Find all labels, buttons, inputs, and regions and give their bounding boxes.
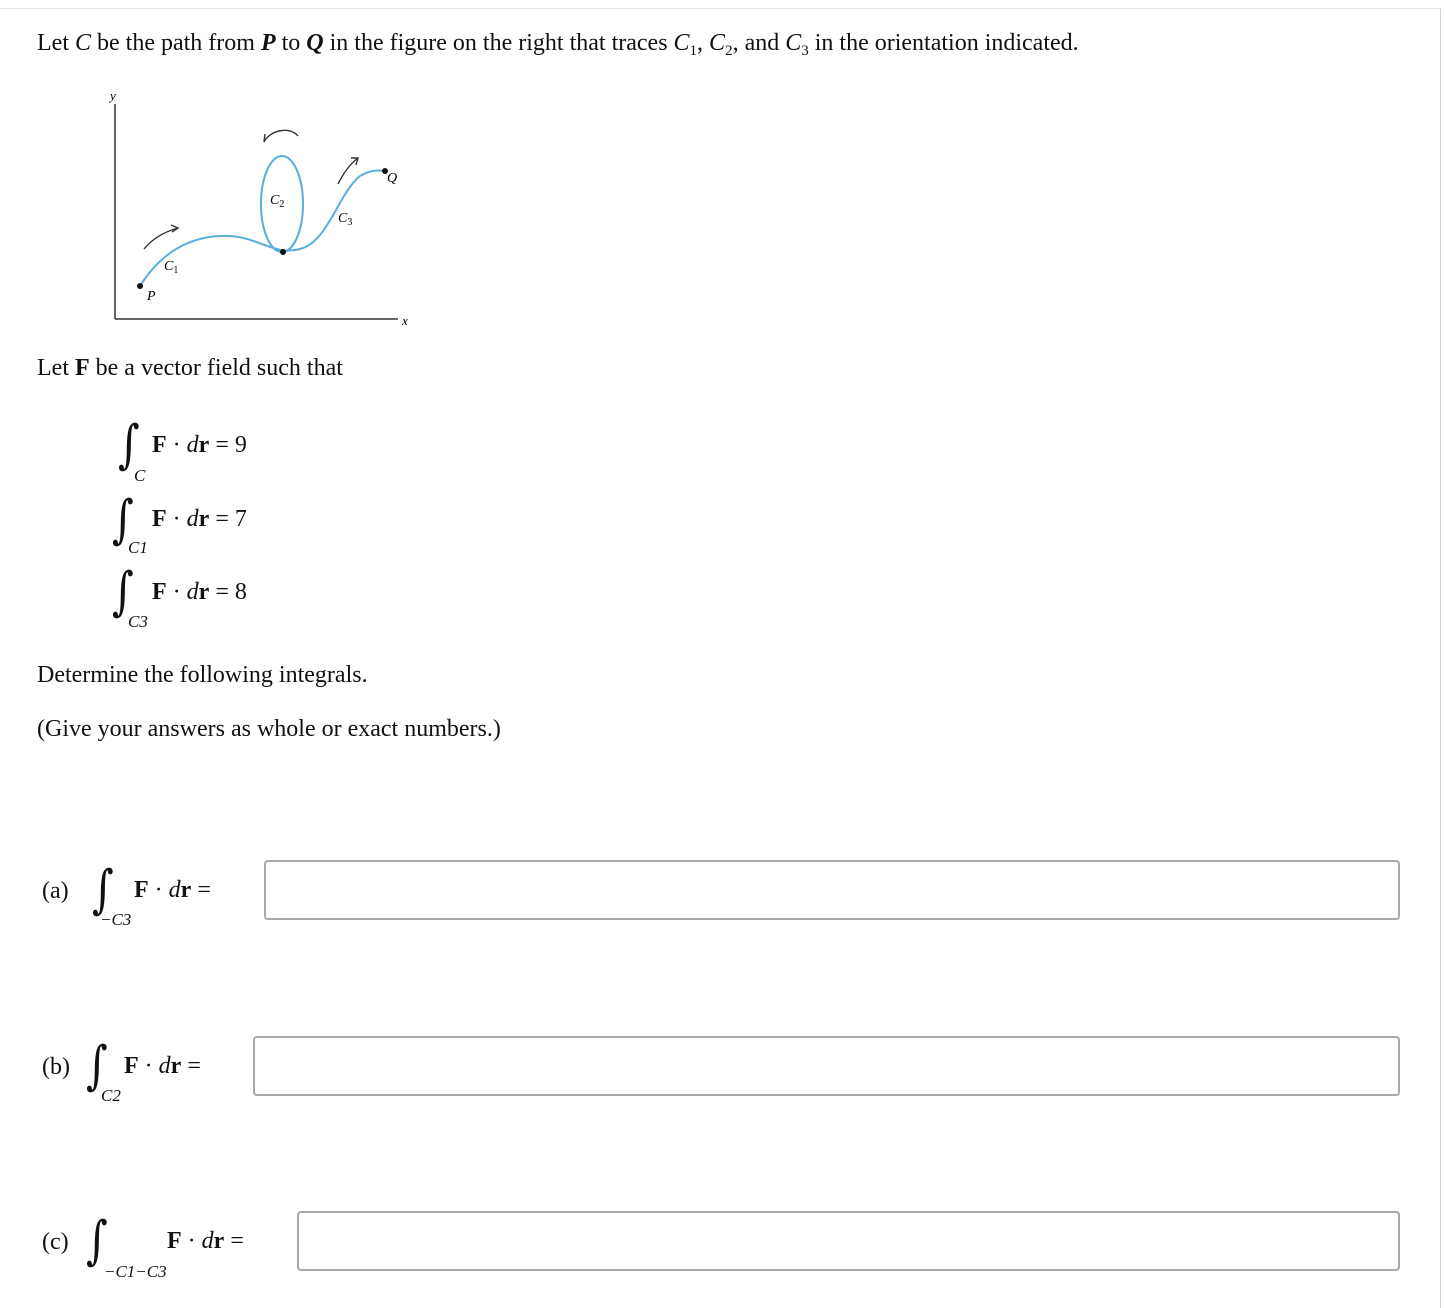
integral-sign: ∫: [112, 562, 134, 622]
integral-sign: ∫: [86, 1211, 108, 1271]
integral-subscript: −C3: [100, 910, 132, 929]
point-p: [137, 283, 143, 289]
integral-sign: ∫: [86, 1036, 108, 1096]
integral-subscript: C1: [128, 538, 148, 557]
label-p: P: [147, 289, 156, 304]
answer-input-c[interactable]: [297, 1211, 1400, 1271]
integrand: F · dr = 9: [152, 432, 247, 458]
y-axis-label: y: [110, 88, 116, 103]
intro-text: Let C be the path from P to Q in the figure on the right that traces $C_1$, $C_2$, and $C_3$ in the orientation indicated.: [37, 30, 1079, 59]
integral-sign: ∫: [92, 860, 114, 920]
junction-point: [280, 249, 286, 255]
answer-input-a[interactable]: [264, 860, 1400, 920]
question-label: (a): [42, 878, 69, 904]
integrand: F · dr =: [134, 877, 211, 903]
answer-input-b[interactable]: [253, 1036, 1400, 1096]
integral-subscript: C2: [101, 1086, 121, 1105]
label-c1: $C_1$: [164, 259, 179, 276]
integrand: F · dr = 8: [152, 579, 247, 605]
c2-arrow: [264, 130, 298, 142]
integrand: F · dr = 7: [152, 506, 247, 532]
integrand: F · dr =: [167, 1228, 244, 1254]
question-label: (c): [42, 1229, 69, 1255]
instruction-determine: Determine the following integrals.: [37, 662, 368, 688]
label-c2: $C_2$: [270, 193, 285, 210]
integral-subscript: −C1−C3: [104, 1262, 167, 1281]
c2-arrow-head: [264, 134, 265, 142]
path-figure: [100, 84, 420, 334]
label-q: Q: [387, 171, 398, 186]
label-c3: $C_3$: [338, 211, 353, 228]
integrand: F · dr =: [124, 1053, 201, 1079]
instruction-format: (Give your answers as whole or exact numbers.): [37, 716, 501, 742]
field-text: Let F be a vector field such that: [37, 355, 343, 381]
integral-subscript: C: [134, 466, 146, 485]
x-axis-label: x: [402, 313, 408, 328]
question-label: (b): [42, 1054, 70, 1080]
integral-sign: ∫: [112, 490, 134, 550]
integral-sign: ∫: [118, 415, 140, 475]
integral-subscript: C3: [128, 612, 148, 631]
